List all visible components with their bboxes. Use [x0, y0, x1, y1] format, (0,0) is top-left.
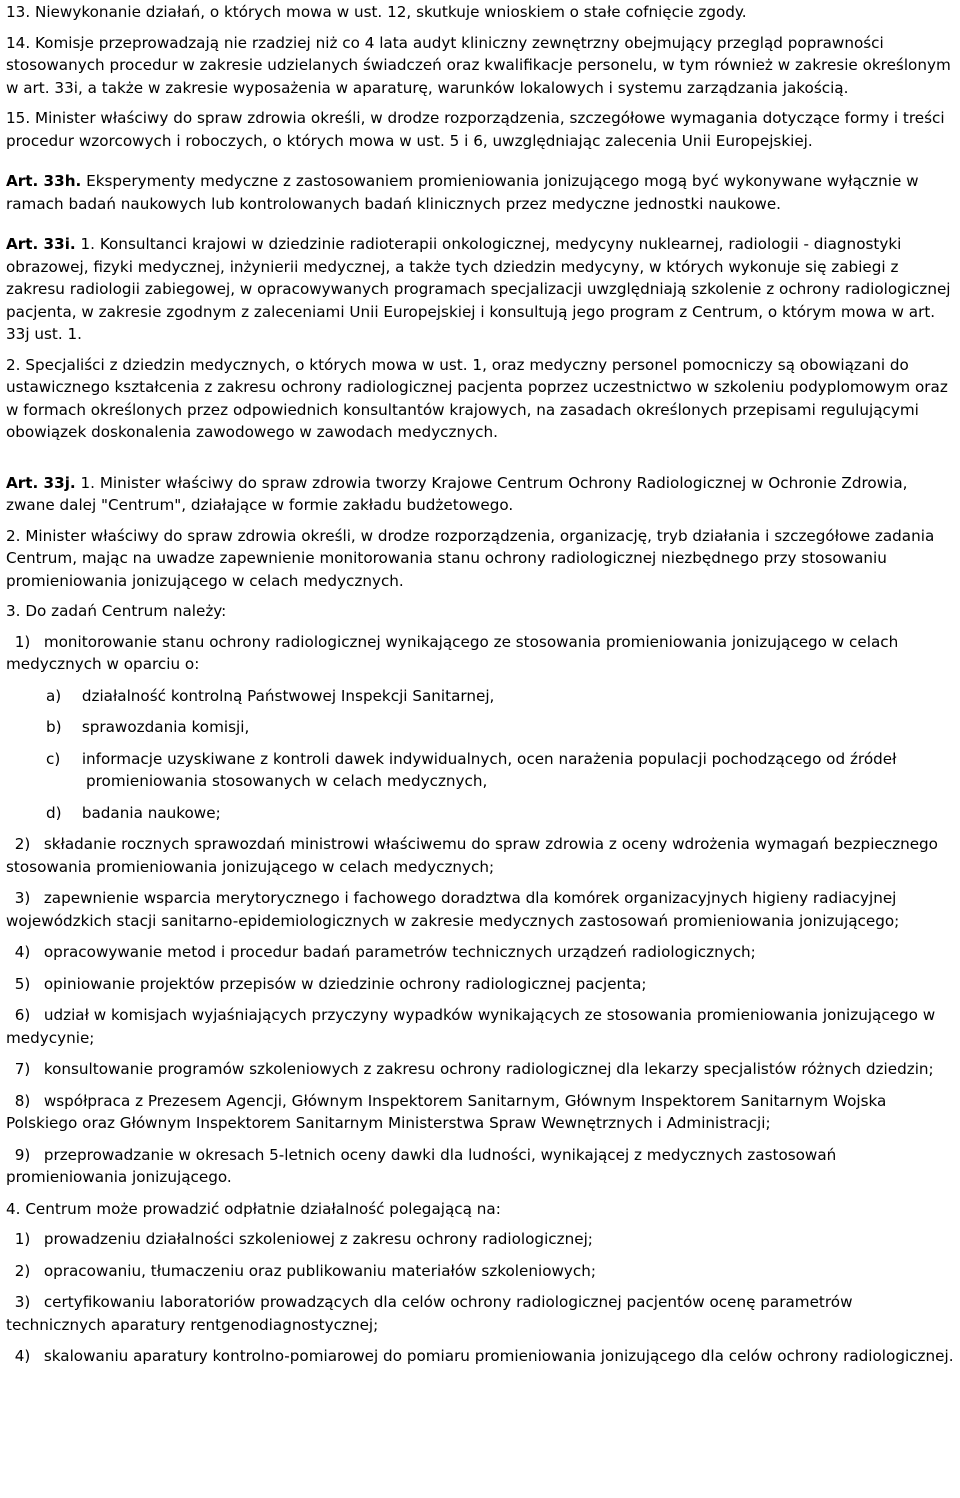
list-item-number: 9): [14, 1145, 31, 1164]
article-33j-ust1: [6, 472, 954, 517]
list-item-number: 1): [14, 1230, 31, 1248]
ust4-item: [6, 1345, 954, 1368]
ust3-item: [6, 1090, 954, 1135]
subitem-text: badania naukowe;: [77, 803, 221, 822]
subitem-text: sprawozdania komisji,: [77, 718, 250, 736]
ust4-item: [6, 1228, 954, 1251]
ust3-subitem: [6, 748, 954, 793]
article-33j-ust2: 2. Minister właściwy do spraw zdrowia określi, w drodze rozporządzenia, organizację, tryb działania i szczegółowe zadania Centrum, mając na uwadze zapewnienie monitorowania stanu ochrony radiologicznej niezbędnego przy stosowaniu promieniowania jonizującego w celach medycznych.: [6, 526, 935, 590]
paragraph-15: 15. Minister właściwy do spraw zdrowia określi, w drodze rozporządzenia, szczegółowe wymagania dotyczące formy i treści procedur wzorcowych i roboczych, o których mowa w ust. 5 i 6, uwzględniając zalecenia Unii Europejskiej.: [6, 109, 945, 150]
list-item-number: 4): [14, 1347, 31, 1365]
list-item-text: opracowaniu, tłumaczeniu oraz publikowaniu materiałów szkoleniowych;: [39, 1261, 596, 1280]
list-item-text: opracowywanie metod i procedur badań parametrów technicznych urządzeń radiologicznych;: [39, 943, 756, 961]
ust3-item: [6, 941, 954, 964]
subitem-letter: d): [46, 803, 62, 822]
subitem-text: działalność kontrolną Państwowej Inspekcji Sanitarnej,: [77, 686, 495, 705]
subitem-letter: a): [46, 686, 62, 705]
subitem-continuation: promieniowania stosowanych w celach medycznych,: [86, 772, 488, 790]
list-item-text: udział w komisjach wyjaśniających przyczyny wypadków wynikających ze stosowania promieniowania jonizującego w medycynie;: [6, 1006, 936, 1047]
article-33h-text: Eksperymenty medyczne z zastosowaniem promieniowania jonizującego mogą być wykonywane wyłącznie w ramach badań naukowych lub kontrolowanych badań klinicznych przez medyczne jednostki naukowe.: [6, 172, 919, 213]
article-33h: [6, 170, 954, 215]
ust3-subitem: [6, 716, 954, 739]
article-33i-ust1: [6, 233, 954, 346]
list-item-number: 5): [14, 974, 31, 993]
paragraph-14: 14. Komisje przeprowadzają nie rzadziej niż co 4 lata audyt kliniczny zewnętrzny obejmujący przegląd poprawności stosowanych procedur w zakresie udzielanych świadczeń oraz kwalifikacje personelu, w tym również w zakresie określonym w art. 33i, a także w zakresie wyposażenia w aparaturę, warunków lokalowych i systemu zarządzania jakością.: [6, 33, 951, 97]
list-item-text: konsultowanie programów szkoleniowych z zakresu ochrony radiologicznej dla lekarzy specjalistów różnych dziedzin;: [39, 1060, 934, 1078]
list-item-text: certyfikowaniu laboratoriów prowadzących dla celów ochrony radiologicznej pacjentów ocenę parametrów technicznych aparatury rentgenodiagnostycznej;: [6, 1293, 853, 1334]
article-33j-label: Art. 33j.: [6, 473, 76, 492]
subitem-letter: c): [46, 749, 61, 768]
list-item-number: 7): [14, 1060, 31, 1078]
article-33i-ust1-text: 1. Konsultanci krajowi w dziedzinie radioterapii onkologicznej, medycyny nuklearnej, radiologii - diagnostyki obrazowej, fizyki medycznej, inżynierii medycznej, a także tych dziedzin medycyny, w których wykonuje się zabiegi z zakresu radiologii zabiegowej, w opracowywanych programach specjalizacji uwzględniają szkolenie z ochrony radiologicznej pacjenta, w zakresie zgodnym z zaleceniami Unii Europejskiej i konsultują jego program z Centrum, o którym mowa w art. 33j ust. 1.: [6, 235, 951, 343]
article-33j-ust3-list: [6, 631, 954, 1189]
list-item-number: 1): [14, 632, 31, 651]
ust4-item: [6, 1291, 954, 1336]
list-item-number: 4): [14, 943, 31, 961]
ust3-item: [6, 833, 954, 878]
list-item-text: prowadzeniu działalności szkoleniowej z zakresu ochrony radiologicznej;: [39, 1230, 593, 1248]
list-item-text: przeprowadzanie w okresach 5-letnich oceny dawki dla ludności, wynikającej z medycznych zastosowań promieniowania jonizującego.: [6, 1145, 837, 1186]
paragraph-13: 13. Niewykonanie działań, o których mowa w ust. 12, skutkuje wnioskiem o stałe cofnięcie zgody.: [6, 3, 747, 21]
subitem-letter: b): [46, 718, 62, 736]
ust3-item: [6, 1144, 954, 1189]
ust3-item: [6, 1058, 954, 1081]
ust3-subitem: [6, 802, 954, 825]
article-33j-ust3-intro: 3. Do zadań Centrum należy:: [6, 602, 227, 620]
list-item-number: 3): [14, 1293, 31, 1311]
list-item-number: 2): [14, 835, 31, 853]
ust3-item: [6, 1004, 954, 1049]
list-item-number: 2): [14, 1261, 31, 1280]
ust3-item: [6, 973, 954, 996]
article-33j-ust4-list: [6, 1228, 954, 1368]
list-item-number: 3): [14, 889, 31, 907]
ust3-item: [6, 887, 954, 932]
article-33j-ust4-intro: 4. Centrum może prowadzić odpłatnie działalność polegającą na:: [6, 1199, 501, 1218]
list-item-number: 8): [14, 1091, 31, 1110]
ust3-subitem: [6, 685, 954, 708]
ust3-item: [6, 631, 954, 676]
list-item-text: opiniowanie projektów przepisów w dziedzinie ochrony radiologicznej pacjenta;: [39, 974, 647, 993]
list-item-text: skalowaniu aparatury kontrolno-pomiarowej do pomiaru promieniowania jonizującego dla celów ochrony radiologicznej.: [39, 1347, 954, 1365]
list-item-text: monitorowanie stanu ochrony radiologicznej wynikającego ze stosowania promieniowania jonizującego w celach medycznych w oparciu o:: [6, 632, 899, 673]
list-item-text: współpraca z Prezesem Agencji, Głównym Inspektorem Sanitarnym, Głównym Inspektorem Sanitarnym Wojska Polskiego oraz Głównym Inspektorem Sanitarnym Ministerstwa Spraw Wewnętrznych i Administracji;: [6, 1091, 887, 1132]
list-item-text: zapewnienie wsparcia merytorycznego i fachowego doradztwa dla komórek organizacyjnych higieny radiacyjnej wojewódzkich stacji sanitarno-epidemiologicznych w zakresie medycznych zastosowań promieniowania jonizującego;: [6, 889, 900, 930]
subitem-text: informacje uzyskiwane z kontroli dawek indywidualnych, ocen narażenia populacji pochodzącego od źródeł: [77, 749, 897, 768]
article-33i-label: Art. 33i.: [6, 235, 76, 253]
article-33i-ust2: 2. Specjaliści z dziedzin medycznych, o których mowa w ust. 1, oraz medyczny personel pomocniczy są obowiązani do ustawicznego kształcenia z zakresu ochrony radiologicznej pacjenta poprzez uczestnictwo w szkoleniu podyplomowym oraz w formach określonych przez odpowiednich konsultantów krajowych, na zasadach określonych przepisami regulującymi obowiązek doskonalenia zawodowego w zawodach medycznych.: [6, 355, 948, 441]
list-item-number: 6): [14, 1006, 31, 1024]
ust4-item: [6, 1260, 954, 1283]
article-33j-ust1-text: 1. Minister właściwy do spraw zdrowia tworzy Krajowe Centrum Ochrony Radiologicznej w Ochronie Zdrowia, zwane dalej "Centrum", działające w formie zakładu budżetowego.: [6, 473, 908, 514]
list-item-text: składanie rocznych sprawozdań ministrowi właściwemu do spraw zdrowia z oceny wdrożenia wymagań bezpiecznego stosowania promieniowania jonizującego w celach medycznych;: [6, 835, 938, 876]
article-33h-label: Art. 33h.: [6, 172, 82, 190]
